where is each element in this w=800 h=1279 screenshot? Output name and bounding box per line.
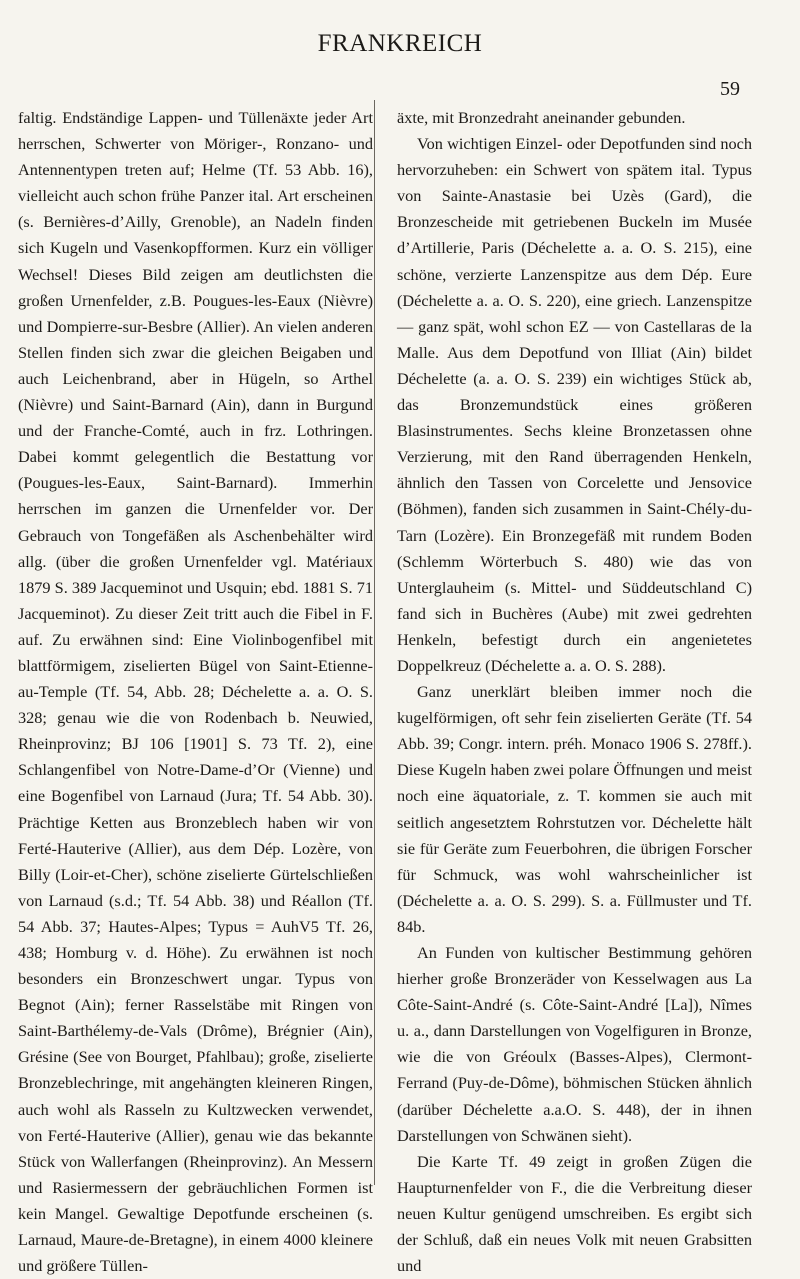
right-paragraph-1: äxte, mit Bronzedraht aneinander gebunden.: [397, 108, 686, 127]
right-column: [397, 105, 752, 1279]
page-title: FRANKREICH: [317, 30, 483, 57]
column-divider: [374, 100, 375, 1185]
right-paragraph-4: An Funden von kultischer Bestimmung gehören hierher große Bronzeräder von Kesselwagen aus La Côte-Saint-André (s. Côte-Saint-André [La]), Nîmes u. a., dann Darstellungen von Vogelfiguren in Bronze, wie die von Gréoulx (Basses-Alpes), Clermont-Ferrand (Puy-de-Dôme), böhmischen Stücken ähnlich (darüber Déchelette a.a.O. S. 448), der in ihnen Darstellungen von Schwänen sieht).: [397, 943, 752, 1145]
page-number: 59: [720, 78, 740, 100]
left-column: [18, 105, 373, 1279]
right-paragraph-3: Ganz unerklärt bleiben immer noch die kugelförmigen, oft sehr fein ziselierten Geräte (Tf. 54 Abb. 39; Congr. intern. préh. Monaco 1906 S. 278ff.). Diese Kugeln haben zwei polare Öffnungen und meist noch eine äquatoriale, z. T. kommen sie auch mit seitlich angesetztem Rohrstutzen vor. Déchelette hält sie für Geräte zum Feuerbohren, die übrigen Forscher für Schmuck, was wohl wahrscheinlicher ist (Déchelette a. a. O. S. 299). S. a. Füllmuster und Tf. 84b.: [397, 682, 752, 936]
right-paragraph-2: Von wichtigen Einzel- oder Depotfunden sind noch hervorzuheben: ein Schwert von spätem ital. Typus von Sainte-Anastasie bei Uzès (Gard), die Bronzescheide mit getriebenen Buckeln im Musée d’Artillerie, Paris (Déchelette a. a. O. S. 215), eine schöne, verzierte Lanzenspitze aus dem Dép. Eure (Déchelette a. a. O. S. 220), eine griech. Lanzenspitze — ganz spät, wohl schon EZ — von Castellaras de la Malle. Aus dem Depotfund von Illiat (Ain) bildet Déchelette (a. a. O. S. 239) ein wichtiges Stück ab, das Bronzemundstück eines größeren Blasinstrumentes. Sechs kleine Bronzetassen ohne Verzierung, mit den Rand überragenden Henkeln, ähnlich den Tassen von Corcelette und Jensovice (Böhmen), fanden sich zusammen in Saint-Chély-du-Tarn (Lozère). Ein Bronzegefäß mit rundem Boden (Schlemm Wörterbuch S. 480) wie das von Unterglauheim (s. Mittel- und Süddeutschland C) fand sich in Buchères (Aube) mit zwei gedrehten Henkeln, befestigt durch ein angenietetes Doppelkreuz (Déchelette a. a. O. S. 288).: [397, 134, 752, 675]
right-paragraph-5: Die Karte Tf. 49 zeigt in großen Zügen die Haupturnenfelder von F., die die Verbreitung dieser neuen Kultur genügend umschreiben. Es ergibt sich der Schluß, daß ein neues Volk mit neuen Grabsitten und: [397, 1151, 752, 1276]
left-paragraph-1: faltig. Endständige Lappen- und Tüllenäxte jeder Art herrschen, Schwerter von Möriger-, Ronzano- und Antennentypen treten auf; Helme (Tf. 53 Abb. 16), vielleicht auch schon frühe Panzer ital. Art erscheinen (s. Bernières-d’Ailly, Grenoble), an Nadeln finden sich Kugeln und Vasenkopfformen. Kurz ein völliger Wechsel! Dieses Bild zeigen am deutlichsten die großen Urnenfelder, z.B. Pougues-les-Eaux (Nièvre) und Dompierre-sur-Besbre (Allier). An vielen anderen Stellen finden sich zwar die gleichen Beigaben und auch Leichenbrand, aber in Hügeln, so Arthel (Nièvre) und Saint-Barnard (Ain), dann in Burgund und der Franche-Comté, auch in frz. Lothringen. Dabei kommt gelegentlich die Bestattung vor (Pougues-les-Eaux, Saint-Barnard). Immerhin herrschen im ganzen die Urnenfelder vor. Der Gebrauch von Tongefäßen als Aschenbehälter wird allg. (über die großen Urnenfelder vgl. Matériaux 1879 S. 389 Jacqueminot und Usquin; ebd. 1881 S. 71 Jacqueminot). Zu dieser Zeit tritt auch die Fibel in F. auf. Zu erwähnen sind: Eine Violinbogenfibel mit blattförmigem, ziselierten Bügel von Saint-Etienne-au-Temple (Tf. 54, Abb. 28; Déchelette a. a. O. S. 328; genau wie die von Rodenbach b. Neuwied, Rheinprovinz; BJ 106 [1901] S. 73 Tf. 2), eine Schlangenfibel von Notre-Dame-d’Or (Vienne) und eine Bogenfibel von Larnaud (Jura; Tf. 54 Abb. 30). Prächtige Ketten aus Bronzeblech haben wir von Ferté-Hauterive (Allier), aus dem Dép. Lozère, von Billy (Loir-et-Cher), schöne ziselierte Gürtelschließen von Larnaud (s.d.; Tf. 54 Abb. 38) und Réallon (Tf. 54 Abb. 37; Hautes-Alpes; Typus = AuhV5 Tf. 26, 438; Homburg v. d. Höhe). Zu erwähnen ist noch besonders ein Bronzeschwert ungar. Typus von Begnot (Ain); ferner Rasselstäbe mit Ringen von Saint-Barthélemy-de-Vals (Drôme), Brégnier (Ain), Grésine (See von Bourget, Pfahlbau); große, ziselierte Bronzeblechringe, mit angehängten kleineren Ringen, auch wohl als Rasseln zu Kultzwecken verwendet, von Ferté-Hauterive (Allier), genau wie das bekannte Stück von Wallerfangen (Rheinprovinz). An Messern und Rasiermessern der gebräuchlichen Formen ist kein Mangel. Gewaltige Depotfunde erscheinen (s. Larnaud, Maure-de-Bretagne), in einem 4000 kleinere und größere Tüllen-: [18, 108, 373, 1276]
